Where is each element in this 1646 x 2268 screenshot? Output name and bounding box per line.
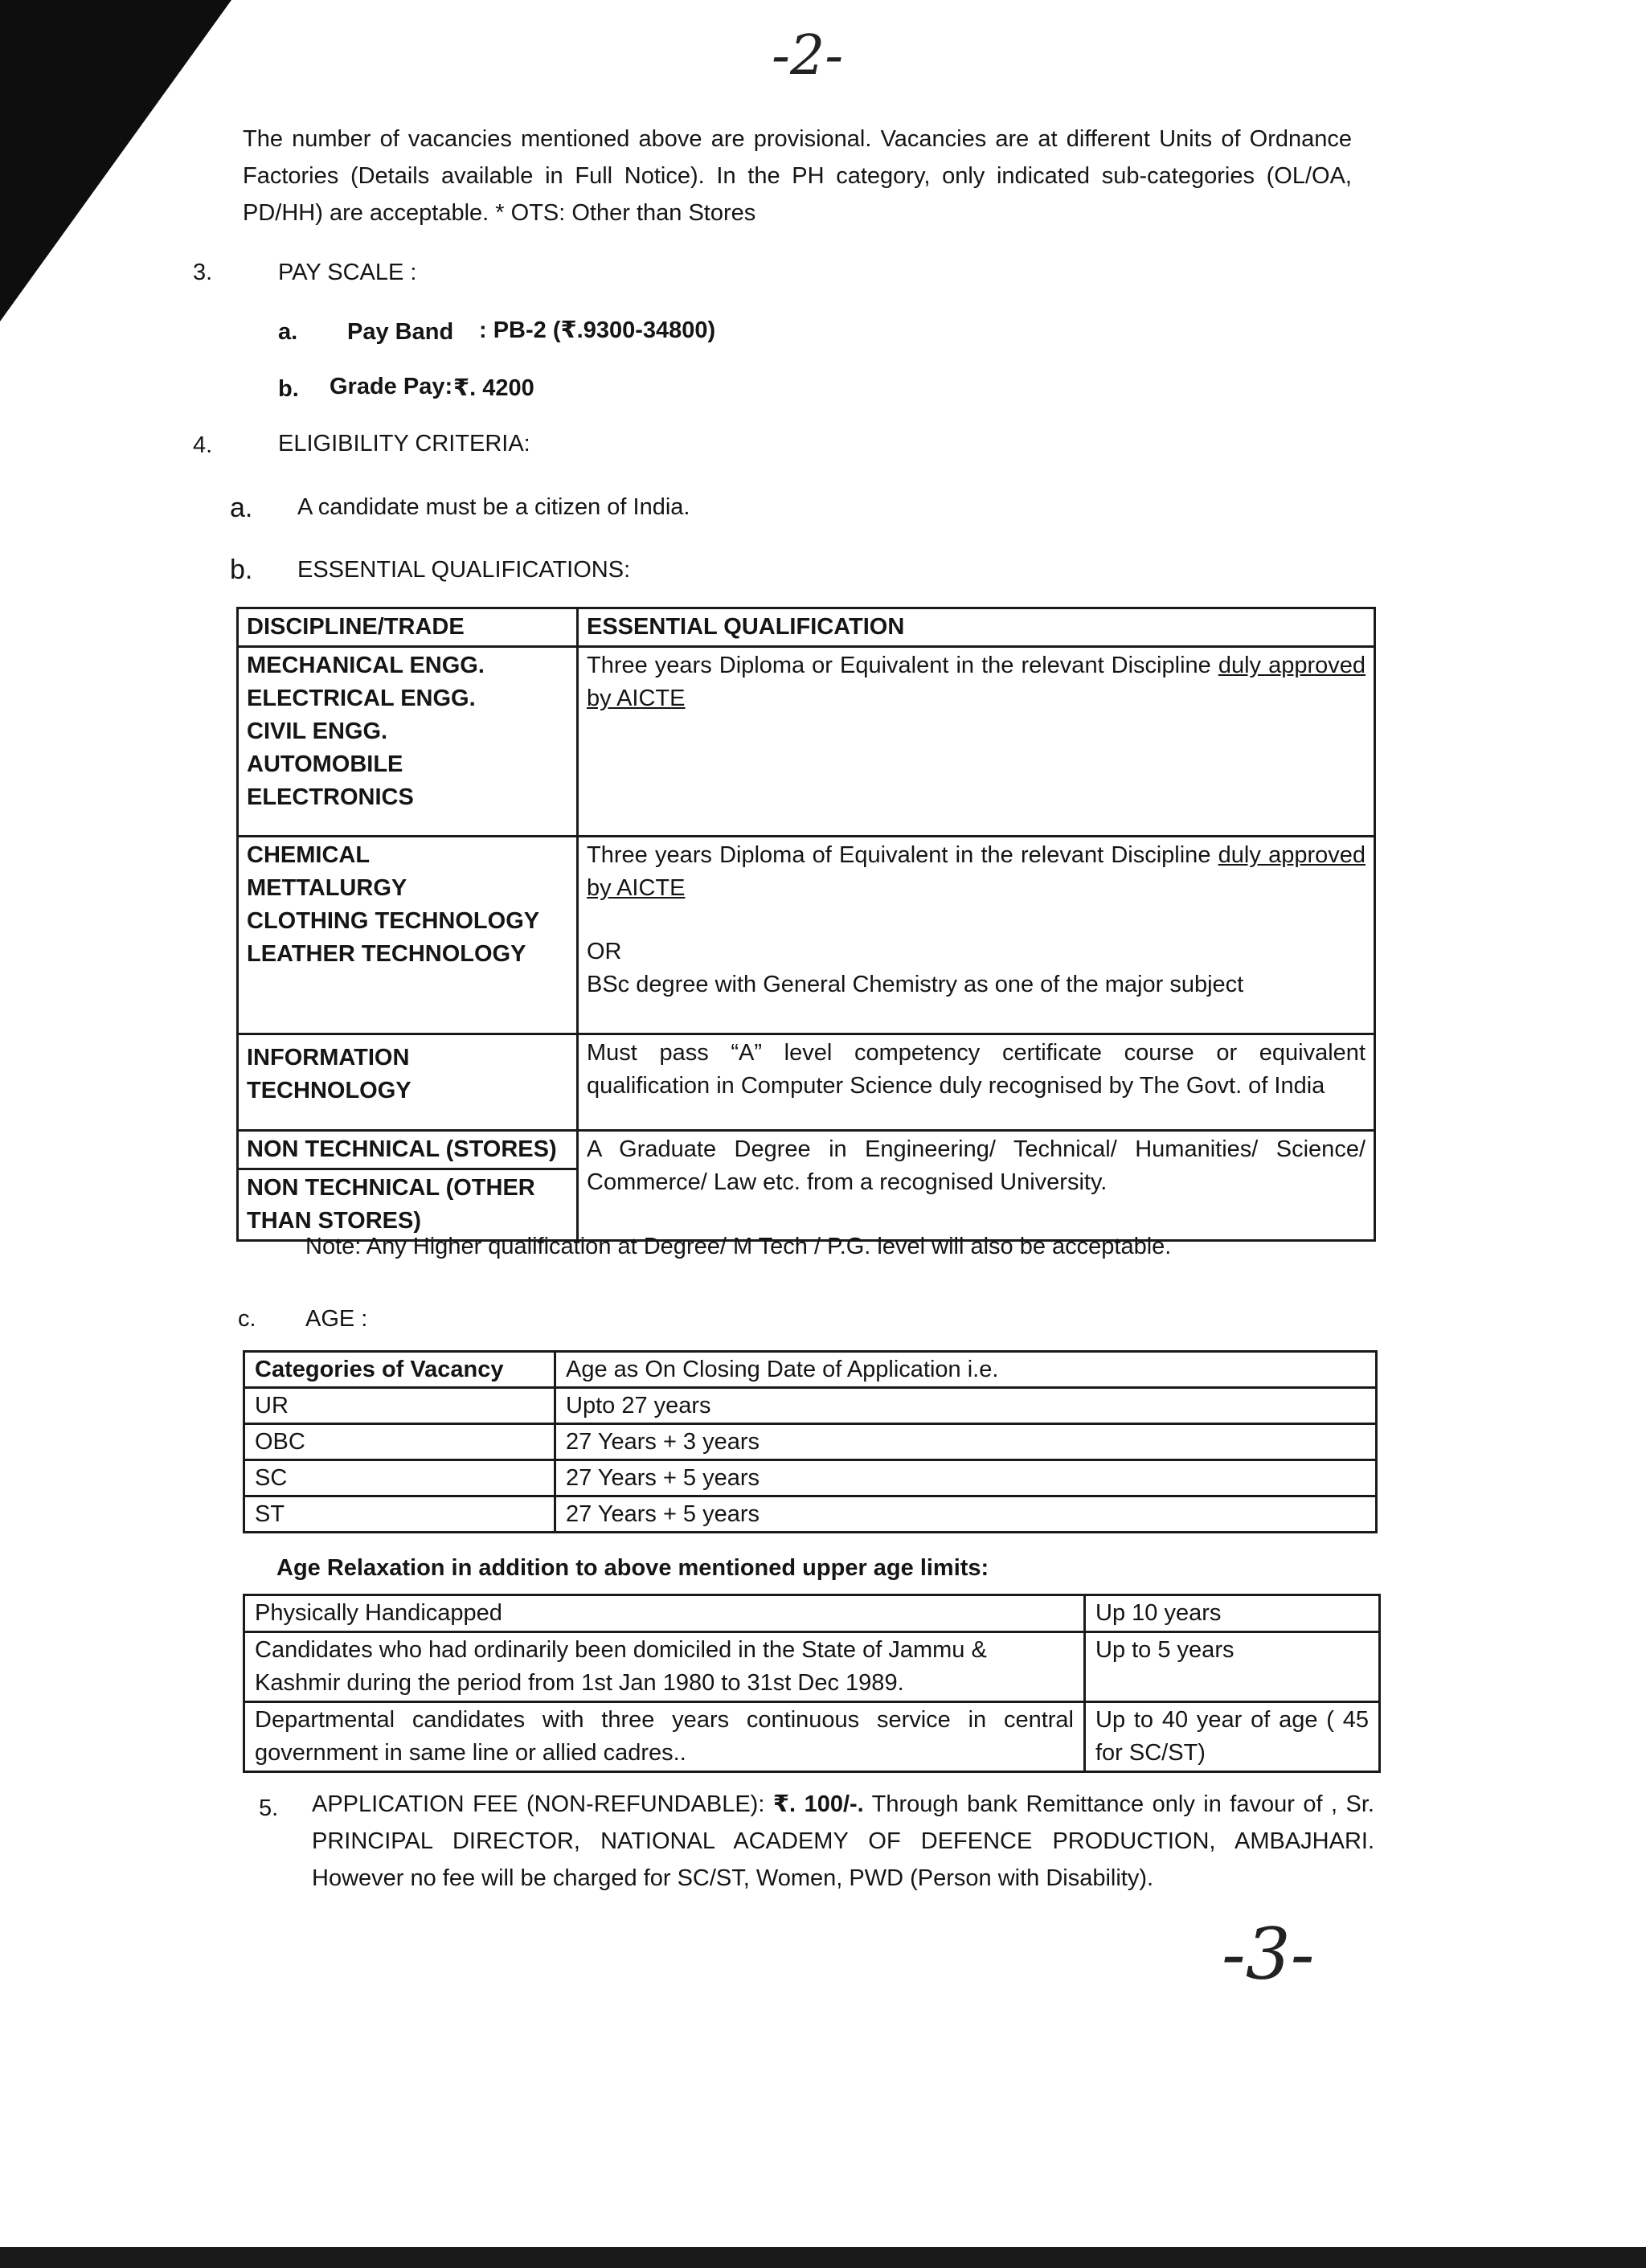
table-row xyxy=(238,837,1375,1034)
table-row xyxy=(244,1702,1380,1772)
discipline-cell xyxy=(238,647,578,837)
discipline-name: CHEMICAL xyxy=(247,842,371,868)
discipline-name: ELECTRICAL ENGG. xyxy=(247,686,476,711)
age-table xyxy=(243,1350,1378,1533)
qualification-cell: Must pass “A” level competency certificate course or equivalent qualification in Computer Science duly recognised by The Govt. of India xyxy=(578,1034,1375,1131)
condition-cell: Physically Handicapped xyxy=(244,1595,1085,1632)
table-row xyxy=(244,1496,1377,1533)
application-fee-label: APPLICATION FEE (NON-REFUNDABLE): xyxy=(312,1791,765,1817)
item-b-marker: b. xyxy=(230,555,253,585)
qualifications-table xyxy=(236,607,1376,1242)
age-relaxation-table xyxy=(243,1594,1381,1773)
aicte-approval-text: duly approved by AICTE xyxy=(587,653,1366,711)
discipline-name: LEATHER TECHNOLOGY xyxy=(247,941,526,967)
table-header-row xyxy=(238,608,1375,647)
table-row xyxy=(244,1460,1377,1496)
table-row xyxy=(238,1034,1375,1131)
discipline-name: ELECTRONICS xyxy=(247,784,414,810)
discipline-cell: NON TECHNICAL (STORES) xyxy=(238,1131,578,1169)
qualification-text: Three years Diploma or Equivalent in the relevant Discipline xyxy=(587,653,1211,678)
discipline-name: CLOTHING TECHNOLOGY xyxy=(247,908,540,934)
table-row xyxy=(244,1632,1380,1702)
relaxation-cell: Up 10 years xyxy=(1085,1595,1380,1632)
pay-band-label: Pay Band xyxy=(347,319,454,345)
table-header-cell: DISCIPLINE/TRADE xyxy=(238,608,578,647)
qualification-text: Three years Diploma of Equivalent in the relevant Discipline xyxy=(587,842,1211,868)
scan-bottom-border xyxy=(0,2247,1646,2268)
eligibility-heading: ELIGIBILITY CRITERIA: xyxy=(278,431,530,456)
table-row xyxy=(238,647,1375,837)
section-number-5: 5. xyxy=(259,1795,279,1821)
section-number-3: 3. xyxy=(193,260,213,285)
table-header-cell: ESSENTIAL QUALIFICATION xyxy=(578,608,1375,647)
age-cell: 27 Years + 5 years xyxy=(555,1496,1377,1533)
grade-pay-label: Grade Pay: xyxy=(330,374,453,399)
essential-qualifications-heading: ESSENTIAL QUALIFICATIONS: xyxy=(297,557,631,583)
table-header-cell: Age as On Closing Date of Application i.e. xyxy=(555,1352,1377,1388)
table-row xyxy=(244,1424,1377,1460)
relaxation-cell: Up to 40 year of age ( 45 for SC/ST) xyxy=(1085,1702,1380,1772)
qualification-cell: A Graduate Degree in Engineering/ Technical/ Humanities/ Science/ Commerce/ Law etc. from a recognised University. xyxy=(578,1131,1375,1241)
pay-band-value: : PB-2 (₹.9300-34800) xyxy=(479,317,716,343)
handwritten-next-page-marker: -3- xyxy=(1222,1913,1315,1996)
application-fee-paragraph xyxy=(312,1786,1374,1897)
application-fee-details: Through bank Remittance only in favour of , Sr. PRINCIPAL DIRECTOR, NATIONAL ACADEMY OF DEFENCE PRODUCTION, AMBAJHARI. However no fee will be charged for SC/ST, Women, PWD (Person with Disability). xyxy=(312,1791,1374,1891)
or-text: OR xyxy=(587,939,622,964)
discipline-name: INFORMATION xyxy=(247,1045,410,1071)
item-a-marker: a. xyxy=(230,493,253,523)
pay-scale-heading: PAY SCALE : xyxy=(278,260,417,285)
table-header-row xyxy=(244,1352,1377,1388)
alternative-qualification: BSc degree with General Chemistry as one of the major subject xyxy=(587,972,1244,997)
intro-paragraph: The number of vacancies mentioned above are provisional. Vacancies are at different Units of Ordnance Factories (Details available in Full Notice). In the PH category, only indicated sub-categories (OL/OA, PD/HH) are acceptable. * OTS: Other than Stores xyxy=(243,126,1352,226)
table-row xyxy=(244,1388,1377,1424)
item-c-marker: c. xyxy=(238,1306,256,1332)
age-cell: 27 Years + 3 years xyxy=(555,1424,1377,1460)
discipline-cell xyxy=(238,1034,578,1131)
category-cell: OBC xyxy=(244,1424,555,1460)
higher-qualification-note: Note: Any Higher qualification at Degree/ M Tech / P.G. level will also be acceptable. xyxy=(305,1234,1172,1259)
qualification-cell xyxy=(578,647,1375,837)
pay-band-marker: a. xyxy=(278,319,298,345)
table-row xyxy=(244,1595,1380,1632)
relaxation-cell: Up to 5 years xyxy=(1085,1632,1380,1702)
grade-pay-value: ₹. 4200 xyxy=(453,375,534,401)
age-heading: AGE : xyxy=(305,1306,368,1332)
discipline-name: TECHNOLOGY xyxy=(247,1078,412,1103)
category-cell: UR xyxy=(244,1388,555,1424)
application-fee-amount: ₹. 100/-. xyxy=(772,1791,864,1817)
age-relaxation-heading: Age Relaxation in addition to above mentioned upper age limits: xyxy=(276,1555,989,1581)
qualification-cell xyxy=(578,837,1375,1034)
scan-shadow-corner xyxy=(0,0,241,338)
table-header-cell: Categories of Vacancy xyxy=(244,1352,555,1388)
category-cell: ST xyxy=(244,1496,555,1533)
age-cell: Upto 27 years xyxy=(555,1388,1377,1424)
grade-pay-marker: b. xyxy=(278,376,299,402)
section-number-4: 4. xyxy=(193,432,213,458)
condition-cell: Departmental candidates with three years continuous service in central government in same line or allied cadres.. xyxy=(244,1702,1085,1772)
discipline-name: MECHANICAL ENGG. xyxy=(247,653,485,678)
category-cell: SC xyxy=(244,1460,555,1496)
handwritten-page-number: -2- xyxy=(772,24,844,88)
discipline-name: METTALURGY xyxy=(247,875,407,901)
discipline-cell xyxy=(238,837,578,1034)
discipline-cell: NON TECHNICAL (OTHER THAN STORES) xyxy=(238,1169,578,1241)
age-cell: 27 Years + 5 years xyxy=(555,1460,1377,1496)
aicte-approval-text: duly approved by AICTE xyxy=(587,842,1366,901)
condition-cell: Candidates who had ordinarily been domiciled in the State of Jammu & Kashmir during the period from 1st Jan 1980 to 31st Dec 1989. xyxy=(244,1632,1085,1702)
table-row xyxy=(238,1131,1375,1169)
discipline-name: AUTOMOBILE xyxy=(247,751,403,777)
citizenship-text: A candidate must be a citizen of India. xyxy=(297,494,690,520)
discipline-name: CIVIL ENGG. xyxy=(247,718,388,744)
